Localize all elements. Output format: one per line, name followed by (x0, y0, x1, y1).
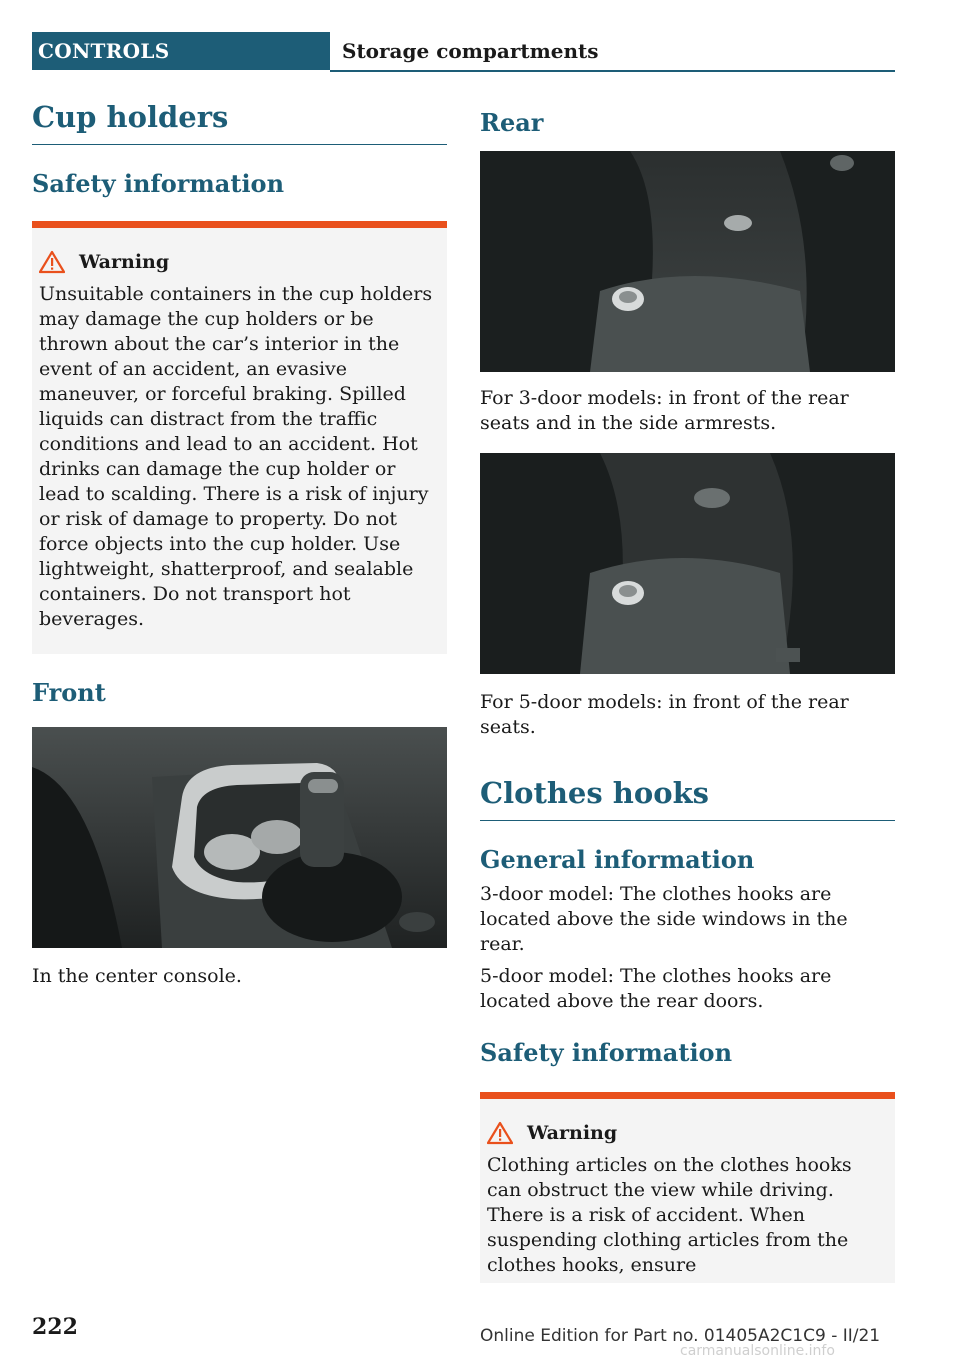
page-header (32, 32, 895, 72)
rear-5door-cupholder-photo (480, 453, 895, 674)
left-column (32, 100, 447, 989)
hooks-warning-text: Clothing articles on the clothes hooks can obstruct the view while driving. There is a risk of accident. When suspending clothing articles from the clothes hooks, ensure (487, 1154, 852, 1276)
edition-line: Online Edition for Part no. 01405A2C1C9 - II/21 (480, 1326, 881, 1346)
header-rule (330, 70, 895, 72)
chapter-title: Storage compartments (342, 39, 599, 63)
right-column (480, 100, 895, 1283)
hooks-warning-header (487, 1121, 887, 1145)
warning-triangle-icon (39, 250, 65, 274)
rear5-caption: For 5-door models: in front of the rear seats. (480, 691, 849, 738)
front-heading: Front (32, 678, 106, 707)
watermark: carmanualsonline.info (680, 1343, 835, 1359)
safety-heading: Safety information (32, 169, 285, 198)
warning-triangle-icon (487, 1121, 513, 1145)
general-heading: General information (480, 845, 755, 874)
warning-text: Unsuitable containers in the cup holders may damage the cup holders or be thrown about the car’s interior in the event of an accident, an evasive maneuver, or forceful braking. Spilled liquids can distract from the traffic conditions and lead to an accident. Hot drinks can damage the cup holder or lead to scalding. There is a risk of injury or risk of damage to property. Do not force objects into the cup holder. Use lightweight, shatterproof, and sealable containers. Do not transport hot beverages. (39, 283, 433, 630)
center-console-cupholder-photo (32, 727, 447, 948)
rear-3door-cupholder-photo (480, 151, 895, 372)
cup-holders-title: Cup holders (32, 100, 447, 145)
hooks-warning-label: Warning (527, 1122, 618, 1144)
general-paragraph-1: 3-door model: The clothes hooks are located above the side windows in the rear. (480, 883, 848, 955)
page-number: 222 (32, 1314, 78, 1340)
warning-label: Warning (79, 251, 170, 273)
rear-heading: Rear (480, 108, 544, 137)
rear3-caption: For 3-door models: in front of the rear seats and in the side armrests. (480, 387, 849, 434)
section-label: CONTROLS (32, 32, 330, 70)
front-caption: In the center console. (32, 965, 242, 987)
warning-header (39, 250, 439, 274)
warning-box (32, 221, 447, 654)
clothes-hooks-title: Clothes hooks (480, 776, 895, 821)
hooks-warning-box (480, 1092, 895, 1283)
general-paragraph-2: 5-door model: The clothes hooks are located above the rear doors. (480, 965, 832, 1012)
hooks-safety-heading: Safety information (480, 1038, 733, 1067)
